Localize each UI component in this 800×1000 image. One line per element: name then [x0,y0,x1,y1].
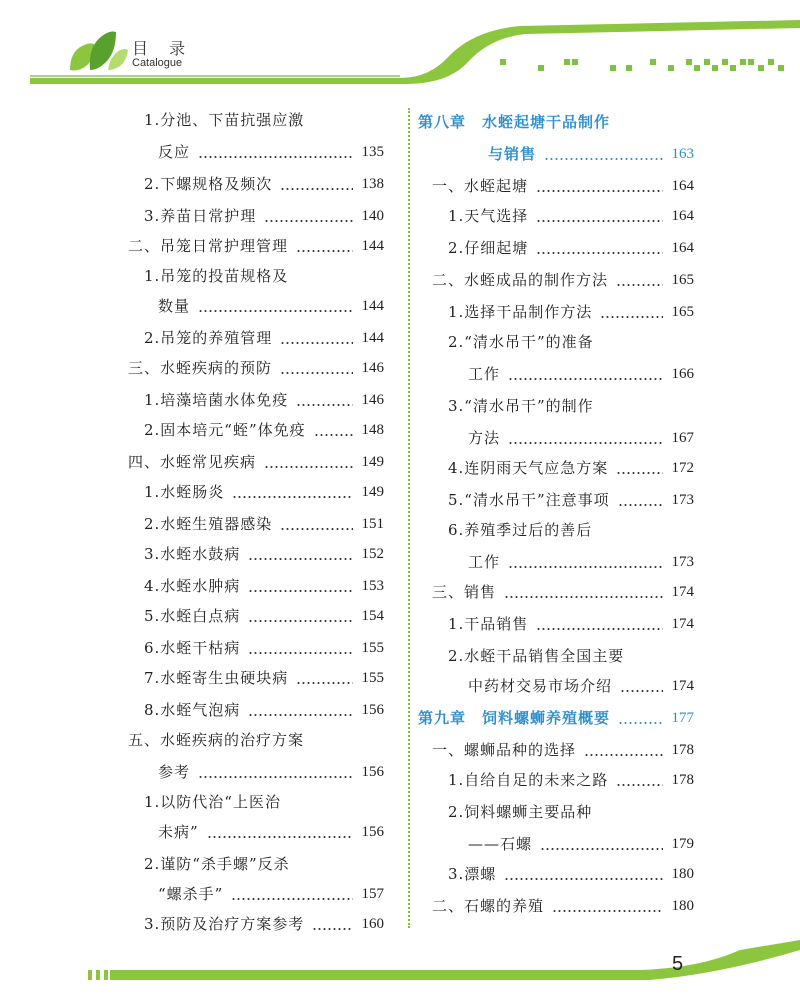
toc-entry-label: 二、水蛭成品的制作方法 [432,271,609,289]
toc-page-number: 164 [671,240,694,256]
toc-entry [468,676,694,696]
toc-entry-label: 五、水蛭疾病的治疗方案 [128,731,305,749]
toc-leader-dots [616,784,663,786]
toc-leader-dots [620,690,663,692]
toc-entry [158,296,384,316]
toc-page-number: 165 [671,304,694,320]
toc-entry-label: 6.养殖季过后的善后 [448,521,593,539]
toc-entry-label: 3.养苗日常护理 [144,207,257,225]
toc-entry-label: 二、吊笼日常护理管理 [128,237,289,255]
toc-entry-label: 5.水蛭白点病 [144,607,241,625]
toc-leader-dots [280,372,353,374]
toc-leader-dots [536,220,663,222]
toc-page-number: 144 [361,238,384,254]
toc-page-number: 166 [671,366,694,382]
toc-entry-label: 一、水蛭起塘 [432,177,529,195]
toc-entry-label: 1.水蛭肠炎 [144,483,225,501]
toc-entry [144,482,384,502]
toc-entry-label: 方法 [468,429,501,447]
toc-leader-dots [248,558,353,560]
toc-leader-dots [600,316,663,318]
toc-entry-label: 3.漂螺 [448,865,497,883]
toc-page-number: 138 [361,176,384,192]
toc-entry [158,762,384,782]
toc-page-number: 177 [671,710,694,726]
toc-leader-dots [280,188,353,190]
toc-entry-label: 2.仔细起塘 [448,239,529,257]
toc-entry [144,206,384,226]
toc-leader-dots [248,620,353,622]
toc-entry-label: 二、石螺的养殖 [432,897,545,915]
toc-entry-label: 8.水蛭气泡病 [144,701,241,719]
toc-entry-label: 第九章 饲料螺蛳养殖概要 [418,709,611,727]
toc-leader-dots [248,652,353,654]
toc-entry [144,514,384,534]
toc-entry [144,914,384,934]
toc-page-number: 165 [671,272,694,288]
toc-entry [432,740,694,760]
toc-page-number: 156 [361,764,384,780]
toc-entry-label: 第八章 水蛭起塘干品制作 [418,113,611,131]
toc-entry-label: 2.下螺规格及频次 [144,175,273,193]
toc-entry [448,490,694,510]
toc-entry-label: 1.分池、下苗抗强应激 [144,111,305,129]
toc-entry-label: ——石螺 [468,835,533,853]
toc-entry [432,582,694,602]
toc-entry [448,520,694,540]
toc-leader-dots [207,836,353,838]
toc-page-number: 154 [361,608,384,624]
toc-entry [468,834,694,854]
toc-entry [128,236,384,256]
toc-entry [158,884,384,904]
toc-entry [448,396,694,416]
toc-leader-dots [198,776,353,778]
toc-entry [144,606,384,626]
toc-entry-label: 1.天气选择 [448,207,529,225]
toc-entry-label: 3.水蛭水鼓病 [144,545,241,563]
toc-leader-dots [508,378,663,380]
toc-entry-label: 工作 [468,553,501,571]
toc-entry [144,174,384,194]
toc-entry-label: 1.培藻培菌水体免疫 [144,391,289,409]
toc-page-number: 146 [361,360,384,376]
toc-entry [448,646,694,666]
toc-entry [432,176,694,196]
toc-leader-dots [280,342,353,344]
toc-entry [128,730,384,750]
toc-entry [144,854,384,874]
toc-page-number: 144 [361,330,384,346]
toc-leader-dots [536,628,663,630]
toc-leader-dots [536,252,663,254]
toc-entry [448,770,694,790]
toc-leader-dots [280,528,353,530]
toc-entry [468,364,694,384]
toc-page-number: 164 [671,208,694,224]
toc-entry [144,328,384,348]
toc-leader-dots [248,590,353,592]
toc-leader-dots [198,156,353,158]
toc-page-number: 144 [361,298,384,314]
toc-page-number: 160 [361,916,384,932]
toc-page-number: 173 [671,492,694,508]
toc-entry-label: 2.吊笼的养殖管理 [144,329,273,347]
toc-entry-label: 2.水蛭干品销售全国主要 [448,647,625,665]
toc-page-number: 174 [671,584,694,600]
header-title-en: Catalogue [132,57,183,69]
toc-page-number: 173 [671,554,694,570]
toc-leader-dots [618,504,663,506]
toc-leader-dots [584,754,663,756]
toc-leader-dots [264,220,353,222]
toc-entry-label: 2.固本培元“蛭”体免疫 [144,421,306,439]
toc-page-number: 157 [361,886,384,902]
toc-entry [448,864,694,884]
toc-entry [448,302,694,322]
toc-entry-label: 2.“清水吊干”的准备 [448,333,594,351]
toc-entry-label: 1.干品销售 [448,615,529,633]
toc-entry [144,544,384,564]
toc-page-number: 178 [671,772,694,788]
toc-entry-label: 2.水蛭生殖器感染 [144,515,273,533]
toc-entry-label: 7.水蛭寄生虫硬块病 [144,669,289,687]
toc-leader-dots [504,596,663,598]
toc-entry-label: 2.谨防“杀手螺”反杀 [144,855,290,873]
toc-entry-label: “螺杀手” [158,885,224,903]
toc-page-number: 149 [361,484,384,500]
toc-page-number: 164 [671,178,694,194]
toc-page-number: 174 [671,678,694,694]
toc-page-number: 146 [361,392,384,408]
toc-entry-label: 数量 [158,297,191,315]
toc-entry-label: 4.水蛭水肿病 [144,577,241,595]
toc-entry-label: 1.以防代治“上医治 [144,793,281,811]
toc-page-number: 140 [361,208,384,224]
toc-entry-label: 3.预防及治疗方案参考 [144,915,305,933]
toc-entry [158,142,384,162]
toc-entry-label: 三、水蛭疾病的预防 [128,359,273,377]
toc-entry [144,700,384,720]
header-dots-decoration [490,55,790,75]
toc-entry [144,792,384,812]
toc-entry [144,110,384,130]
toc-entry [144,266,384,286]
toc-chapter-entry [418,708,694,728]
toc-entry-label: 中药材交易市场介绍 [468,677,613,695]
toc-entry [128,358,384,378]
toc-entry-label: 1.选择干品制作方法 [448,303,593,321]
toc-page-number: 180 [671,866,694,882]
toc-entry [448,458,694,478]
leaf-logo-icon [68,30,128,72]
toc-leader-dots [264,466,353,468]
toc-entry-label: 未病” [158,823,199,841]
toc-leader-dots [314,434,353,436]
toc-page-number: 180 [671,898,694,914]
toc-entry [144,420,384,440]
toc-page-number: 172 [671,460,694,476]
toc-leader-dots [618,722,663,724]
toc-entry-label: 三、销售 [432,583,497,601]
toc-page-number: 179 [671,836,694,852]
toc-leader-dots [198,310,353,312]
toc-leader-dots [508,566,663,568]
toc-leader-dots [296,682,353,684]
toc-entry-label: 1.吊笼的投苗规格及 [144,267,289,285]
header-title-cn: 目 录 [132,39,194,58]
toc-leader-dots [616,472,663,474]
toc-page-number: 174 [671,616,694,632]
page-number: 5 [672,953,684,975]
toc-chapter-entry [488,144,694,164]
toc-leader-dots [616,284,663,286]
toc-leader-dots [552,910,663,912]
toc-entry [448,206,694,226]
toc-entry-label: 6.水蛭干枯病 [144,639,241,657]
toc-page-number: 178 [671,742,694,758]
toc-leader-dots [231,898,353,900]
toc-page-number: 155 [361,640,384,656]
toc-page-number: 148 [361,422,384,438]
toc-leader-dots [296,250,353,252]
toc-entry [128,452,384,472]
toc-entry [432,896,694,916]
toc-entry-label: 3.“清水吊干”的制作 [448,397,594,415]
toc-entry-label: 2.饲料螺蛳主要品种 [448,803,593,821]
toc-entry [144,668,384,688]
toc-page-number: 152 [361,546,384,562]
toc-entry [448,614,694,634]
toc-leader-dots [508,442,663,444]
toc-page-number: 156 [361,824,384,840]
toc-entry [432,270,694,290]
page-header [0,0,800,90]
toc-leader-dots [232,496,353,498]
toc-entry [468,428,694,448]
toc-entry-label: 工作 [468,365,501,383]
toc-entry-label: 一、螺蛳品种的选择 [432,741,577,759]
toc-entry-label: 5.“清水吊干”注意事项 [448,491,610,509]
toc-entry-label: 参考 [158,763,191,781]
toc-page-number: 155 [361,670,384,686]
toc-leader-dots [312,928,353,930]
toc-page-number: 156 [361,702,384,718]
toc-entry-label: 4.连阴雨天气应急方案 [448,459,609,477]
toc-page-number: 135 [361,144,384,160]
toc-page-number: 149 [361,454,384,470]
toc-page-number: 167 [671,430,694,446]
toc-leader-dots [504,878,663,880]
toc-entry [144,390,384,410]
toc-entry-label: 反应 [158,143,191,161]
toc-page-number: 163 [671,146,694,162]
toc-page-number: 151 [361,516,384,532]
toc-leader-dots [544,158,663,160]
toc-leader-dots [540,848,663,850]
toc-entry-label: 1.自给自足的未来之路 [448,771,609,789]
toc-entry [144,576,384,596]
toc-entry-label: 与销售 [488,145,537,163]
toc-entry [468,552,694,572]
toc-entry-label: 四、水蛭常见疾病 [128,453,257,471]
toc-entry [144,638,384,658]
toc-entry [448,802,694,822]
toc-entry [448,332,694,352]
toc-leader-dots [296,404,353,406]
toc-leader-dots [248,714,353,716]
toc-page-number: 153 [361,578,384,594]
toc-entry [158,822,384,842]
toc-leader-dots [536,190,663,192]
toc-entry [448,238,694,258]
column-divider [408,108,410,928]
toc-chapter-entry [418,112,694,132]
